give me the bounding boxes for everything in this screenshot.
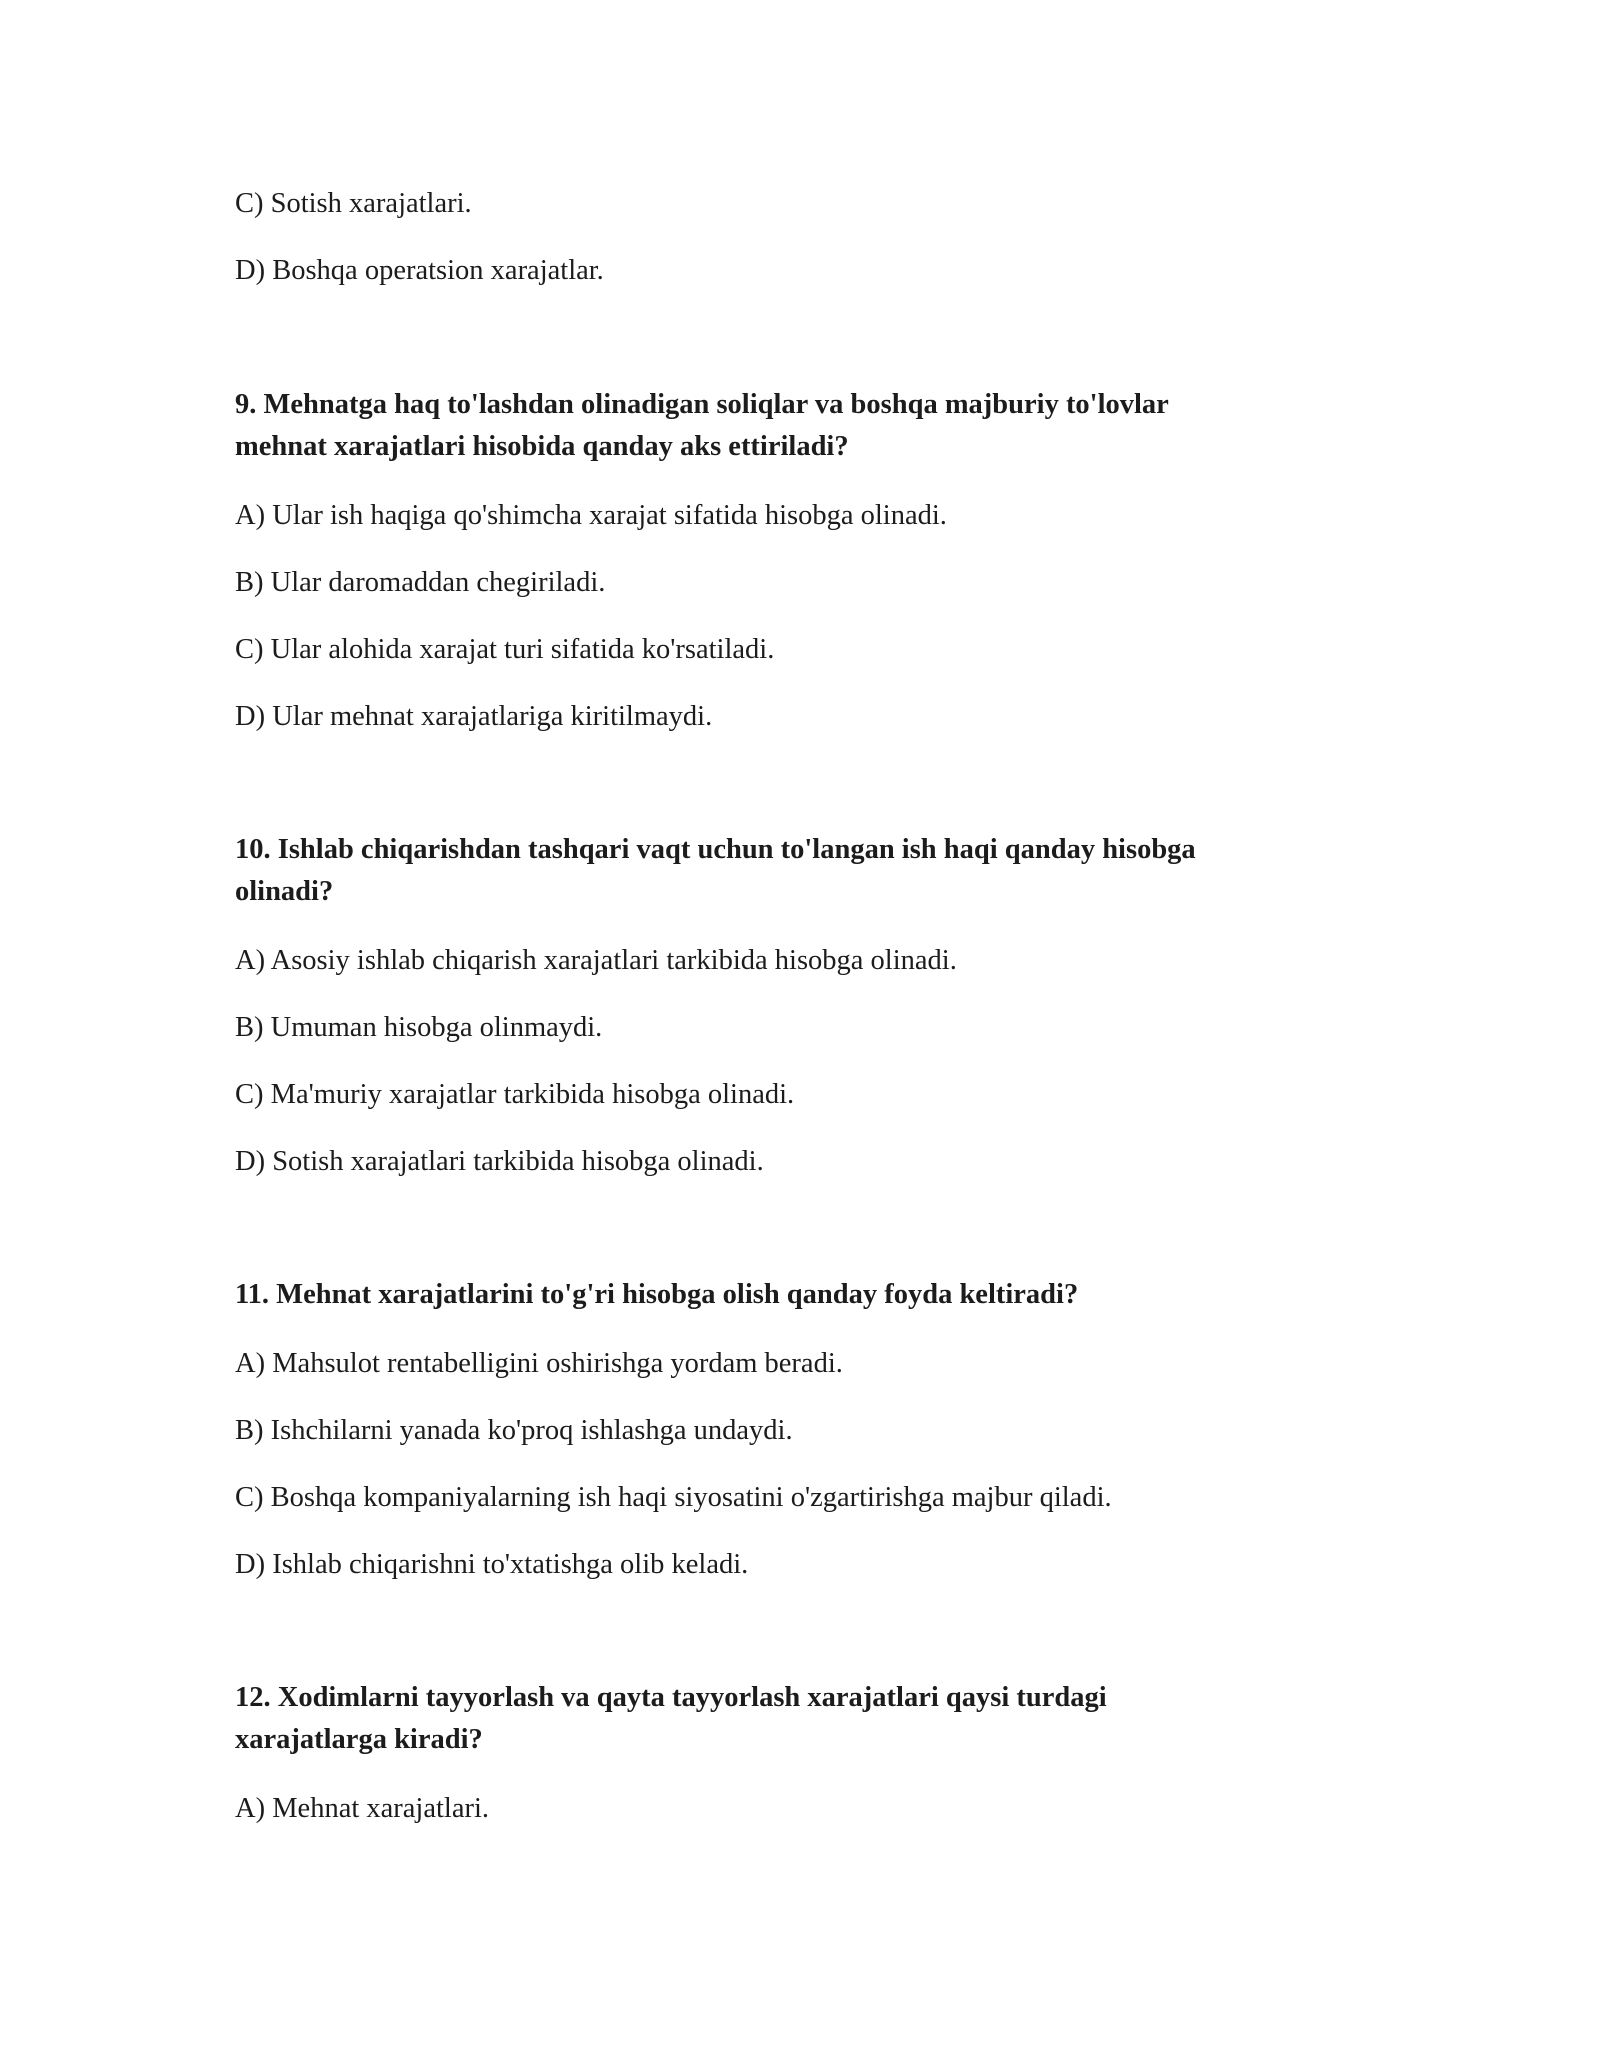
option-text: D) Boshqa operatsion xarajatlar. (235, 255, 604, 286)
question-line: 10. Ishlab chiqarishdan tashqari vaqt uchun to'langan ish haqi qanday hisobga (235, 834, 1196, 865)
question-9 (235, 384, 1385, 468)
question-line: olinadi? (235, 876, 334, 907)
option-text: A) Ular ish haqiga qo'shimcha xarajat sifatida hisobga olinadi. (235, 500, 947, 531)
option-text: B) Umuman hisobga olinmaydi. (235, 1012, 603, 1043)
question-10 (235, 829, 1385, 913)
option-text: A) Mehnat xarajatlari. (235, 1793, 490, 1824)
question-12 (235, 1677, 1385, 1761)
option-text: C) Sotish xarajatlari. (235, 188, 472, 219)
option-text: A) Mahsulot rentabelligini oshirishga yordam beradi. (235, 1348, 843, 1379)
option-text: C) Ular alohida xarajat turi sifatida ko'rsatiladi. (235, 634, 775, 665)
option-text: B) Ishchilarni yanada ko'proq ishlashga undaydi. (235, 1415, 793, 1446)
question-line: 11. Mehnat xarajatlarini to'g'ri hisobga olish qanday foyda keltiradi? (235, 1279, 1079, 1310)
option-text: D) Ishlab chiqarishni to'xtatishga olib keladi. (235, 1549, 749, 1580)
option-text: C) Boshqa kompaniyalarning ish haqi siyosatini o'zgartirishga majbur qiladi. (235, 1482, 1112, 1513)
option-text: B) Ular daromaddan chegiriladi. (235, 567, 606, 598)
option-text: D) Sotish xarajatlari tarkibida hisobga olinadi. (235, 1146, 764, 1177)
question-line: xarajatlarga kiradi? (235, 1724, 483, 1755)
option-text: A) Asosiy ishlab chiqarish xarajatlari tarkibida hisobga olinadi. (235, 945, 957, 976)
question-11 (235, 1274, 1385, 1316)
question-line: 9. Mehnatga haq to'lashdan olinadigan soliqlar va boshqa majburiy to'lovlar (235, 389, 1169, 420)
question-line: 12. Xodimlarni tayyorlash va qayta tayyorlash xarajatlari qaysi turdagi (235, 1682, 1107, 1713)
question-line: mehnat xarajatlari hisobida qanday aks ettiriladi? (235, 431, 849, 462)
option-text: C) Ma'muriy xarajatlar tarkibida hisobga olinadi. (235, 1079, 795, 1110)
option-text: D) Ular mehnat xarajatlariga kiritilmaydi. (235, 701, 713, 732)
